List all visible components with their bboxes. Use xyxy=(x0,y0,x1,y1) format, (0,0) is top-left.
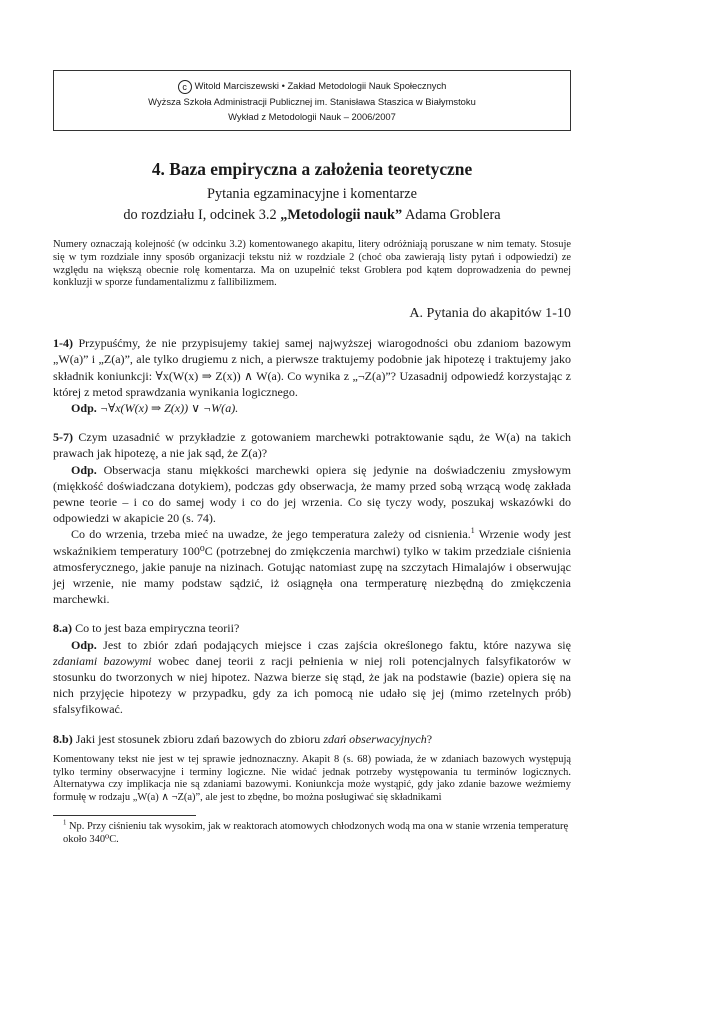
page xyxy=(53,70,571,857)
question-number: 8.a) xyxy=(53,621,73,636)
answer-text: Wrzenie wody jest wskaźnikiem temperatury 100⁰C (potrzebnej do zmiękczenia marchwi) tylko w takim przedziale ciśnienia atmosferycznego, jakie panuje na nizinach. Gotując natomiast zupę na szczytach Himalajów i obserwując jej wrzenie, nie mamy podstaw sądzić, iż osiągnęła ona termperaturę niezbędną do zmiękczenia marchewki. xyxy=(53,527,571,607)
footnote-number: 1 xyxy=(63,820,67,827)
answer-text: Jest to zbiór zdań podających miejsce i czas zajścia określonego faktu, które nazywa się xyxy=(103,637,571,652)
header-line-2: Wyższa Szkoła Administracji Publicznej im. Stanisława Staszica w Białymstoku xyxy=(148,96,476,107)
chapter-title: 4. Baza empiryczna a założenia teoretyczne xyxy=(151,159,473,179)
header-author-department: Witold Marciszewski • Zakład Metodologii Nauk Społecznych xyxy=(194,80,447,91)
subtitle-author: Adama Groblera xyxy=(402,207,501,223)
question-text: Co to jest baza empiryczna teorii? xyxy=(75,621,240,636)
question-text: ? xyxy=(426,731,433,746)
chapter-subtitle: Pytania egzaminacyjne i komentarze xyxy=(207,186,417,202)
intro-paragraph: Numery oznaczają kolejność (w odcinku 3.2) komentowanego akapitu, litery odróżniają poruszane w nim tematy. Stosuje się w tym rozdziale inny sposób organizacji tekstu niż w rozdziale 2 (choć oba zawierają listy pytań i odpowiedzi) ze względu na większą obecnie rolę komentarza. Ma on uzupełnić tekst Groblera pod kątem doprowadzenia do pewnej konkluzji w sporze fundamentalizmu z fallibilizmem. xyxy=(53,239,571,289)
answer-label: Odp. xyxy=(71,401,97,415)
question-8a xyxy=(53,620,571,636)
header-line-1 xyxy=(62,78,562,94)
question-1-4 xyxy=(53,335,571,400)
footnote-text: Np. Przy ciśnieniu tak wysokim, jak w reaktorach atomowych chłodzonych wodą ma ona w stanie wrzenia temperaturę około 340⁰C. xyxy=(63,821,569,846)
chapter-subtitle-source xyxy=(53,205,571,226)
footnote xyxy=(53,820,571,846)
footnote-divider xyxy=(53,815,196,816)
footnote-reference[interactable]: 1 xyxy=(470,526,475,536)
question-number: 1-4) xyxy=(53,336,74,351)
question-text: Czym uzasadnić w przykładzie z gotowaniem marchewki potraktowanie sądu, że W(a) na takich prawach jak hipotezę, a nie jak sąd, że Z(a)? xyxy=(53,430,571,461)
answer-1-4 xyxy=(53,400,571,416)
answer-emphasis: zdaniami bazowymi xyxy=(53,653,152,668)
question-8b xyxy=(53,731,571,747)
subtitle-book-title: „Metodologii nauk” xyxy=(280,207,403,223)
answer-text: wobec danej teorii z racji pełnienia w niej roli potencjalnych falsyfikatorów w stosunku do tworzonych w niej hipotez. Nazwa bierze się stąd, że jak na podstawie (bazie) opiera się na nich przyjęcie hipotezy w przypadku, gdy za ich pomocą nie udało się jej (mimo rzetelnych prób) sfalsyfikować. xyxy=(53,653,571,717)
answer-5-7-continued xyxy=(53,526,571,607)
answer-formula: ¬∀x(W(x) ⇒ Z(x)) ∨ ¬W(a). xyxy=(99,401,239,415)
section-heading: A. Pytania do akapitów 1-10 xyxy=(409,305,571,322)
question-number: 5-7) xyxy=(53,430,74,445)
answer-8a xyxy=(53,637,571,718)
question-5-7 xyxy=(53,429,571,461)
answer-label: Odp. xyxy=(71,637,97,652)
question-text: Jaki jest stosunek zbioru zdań bazowych do zbioru xyxy=(75,731,324,746)
comment-8b: Komentowany tekst nie jest w tej sprawie jednoznaczny. Akapit 8 (s. 68) powiada, że w zdaniach bazowych występują tylko terminy obserwacyjne i terminy logiczne. Nie widać jednak potrzeby występowania tu terminów logicznych. Alternatywa czy implikacja nie są zdaniami bazowymi. Koniunkcja może wystąpić, gdy jako zdanie bazowe weźmiemy formułę w rodzaju „W(a) ∧ ¬Z(a)”, ale jest to zbędne, bo można posługiwać się składnikami xyxy=(53,753,571,804)
answer-text: Obserwacja stanu miękkości marchewki opiera się jedynie na doświadczeniu zmysłowym (miękkość doświadczana dotykiem), podczas gdy obserwacja, że mamy przed sobą wrzącą wodę zakłada pewne teorie – i co do samej wody i co do jej wrzenia. Co się tyczy wody, poszukaj wskazówki do odpowiedzi w akapicie 20 (s. 74). xyxy=(53,462,571,526)
answer-label: Odp. xyxy=(71,462,97,477)
question-text: Przypuśćmy, że nie przypisujemy takiej samej najwyższej wiarogodności obu zdaniom bazowym „W(a)” i „Z(a)”, ale tylko drugiemu z nich, a pierwsze traktujemy podobnie jak hipotezę i traktujemy jako składnik koniunkcji: ∀x(W(x) ⇒ Z(x)) ∧ W(a). Co wynika z „¬Z(a)”? Uzasadnij odpowiedź korzystając z której z metod sprawdzania wynikania logicznego. xyxy=(53,336,571,399)
answer-5-7 xyxy=(53,462,571,527)
subtitle-source-prefix: do rozdziału I, odcinek 3.2 xyxy=(123,207,281,223)
question-emphasis: zdań obserwacyjnych xyxy=(323,731,427,746)
header-line-3: Wykład z Metodologii Nauk – 2006/2007 xyxy=(228,111,396,122)
document-header-box xyxy=(53,70,571,131)
copyright-icon: c xyxy=(178,80,192,94)
answer-text: Co do wrzenia, trzeba mieć na uwadze, że jego temperatura zależy od cisnienia. xyxy=(71,527,471,542)
question-number: 8.b) xyxy=(53,731,73,746)
